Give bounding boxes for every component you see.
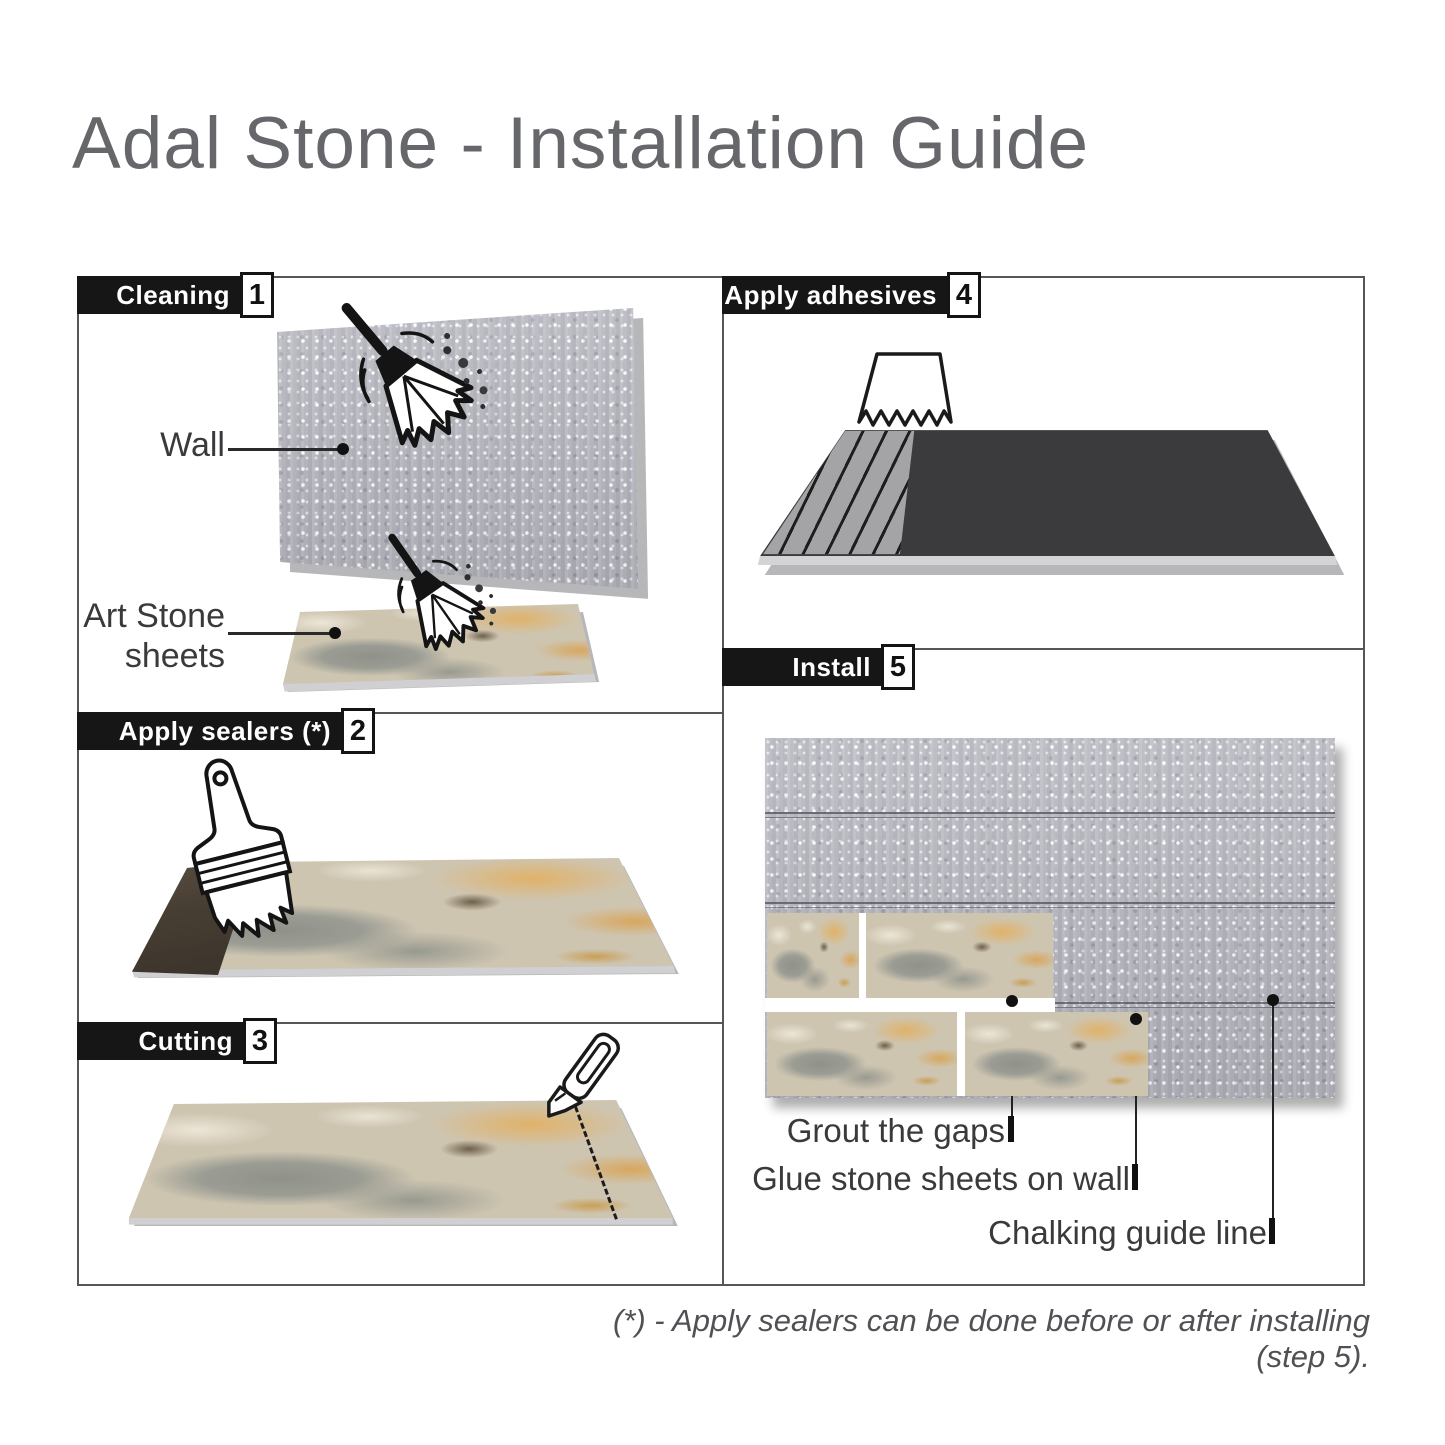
- step-header-adhesives: [722, 276, 947, 314]
- stone-tile: [965, 1012, 1148, 1096]
- step-label-install: Install: [792, 651, 871, 682]
- chalk-leader-tick: [1269, 1218, 1275, 1244]
- grout-leader-dot: [1006, 995, 1018, 1007]
- art-stone-sheets-label: Art Stone sheets: [83, 597, 225, 675]
- step-header-sealers: [77, 712, 341, 750]
- step-label-adhesives: Apply adhesives: [724, 279, 937, 310]
- glue-leader-tick: [1132, 1164, 1138, 1190]
- step-label-sealers: Apply sealers (*): [118, 715, 331, 746]
- step-header-cleaning: [77, 276, 240, 314]
- glue-stone-sheets-label: Glue stone sheets on wall: [752, 1160, 1130, 1197]
- chalk-leader-dot: [1267, 994, 1279, 1006]
- tile-gap: [859, 913, 866, 998]
- glue-leader-dot: [1130, 1013, 1142, 1025]
- sheets-leader-dot: [329, 627, 341, 639]
- tile-gap: [957, 1012, 965, 1096]
- step-header-cutting: [77, 1022, 243, 1060]
- step-number-1: 1: [240, 272, 274, 318]
- trowel-icon: [845, 350, 963, 455]
- step-label-cutting: Cutting: [138, 1025, 233, 1056]
- step-header-install: [722, 648, 881, 686]
- page-title: Adal Stone - Installation Guide: [72, 103, 1090, 184]
- step-label-cleaning: Cleaning: [116, 279, 230, 310]
- stone-tile: [767, 913, 859, 998]
- step-number-3: 3: [243, 1018, 277, 1064]
- step-number-2: 2: [341, 708, 375, 754]
- stone-tile: [866, 913, 1053, 998]
- step-number-4: 4: [947, 272, 981, 318]
- chalk-guide-line: [765, 812, 1335, 818]
- wall-label: Wall: [160, 426, 225, 464]
- wall-leader-dot: [337, 443, 349, 455]
- stone-tile: [767, 1012, 957, 1096]
- sheets-leader-line: [228, 632, 332, 635]
- footnote: (*) - Apply sealers can be done before or after installing (step 5).: [612, 1303, 1370, 1374]
- chalk-guide-line: [765, 902, 1335, 908]
- chalk-leader-line: [1272, 1003, 1274, 1218]
- step-number-5: 5: [881, 644, 915, 690]
- wall-leader-line: [228, 448, 340, 451]
- grout-leader-tick: [1008, 1116, 1014, 1142]
- install-wall-illustration: [765, 738, 1335, 1098]
- chalk-guide-line: [1046, 1002, 1335, 1008]
- grout-the-gaps-label: Grout the gaps: [786, 1112, 1005, 1149]
- chalking-guide-line-label: Chalking guide line: [988, 1214, 1267, 1251]
